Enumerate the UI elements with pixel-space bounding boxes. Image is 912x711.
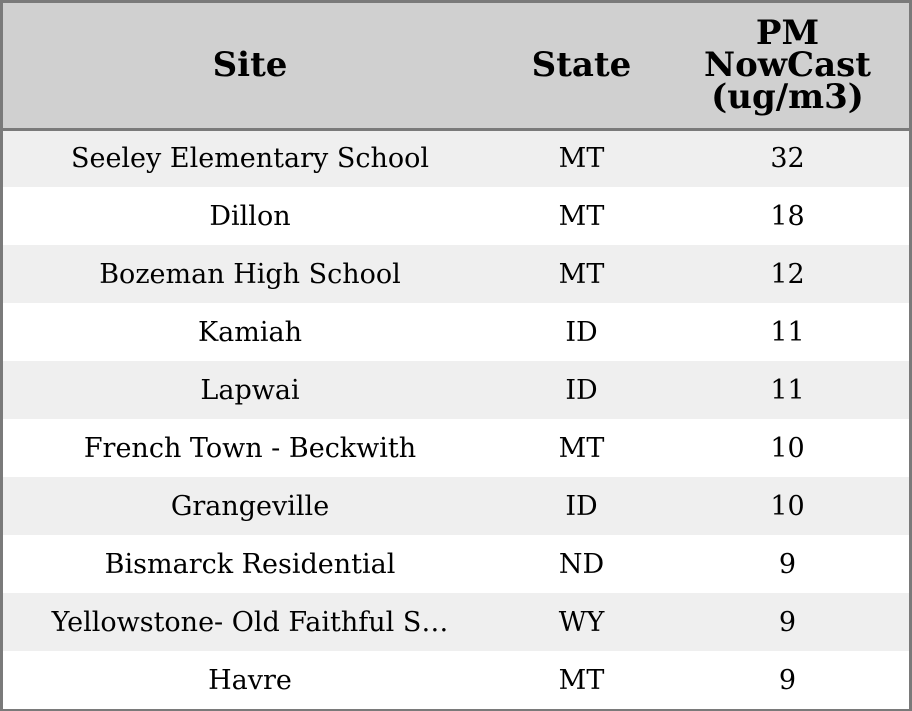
cell-pm-nowcast: 9 <box>778 664 797 696</box>
column-header-pm-nowcast <box>666 3 909 129</box>
cell-site: French Town - Beckwith <box>83 432 417 464</box>
cell-site: Seeley Elementary School <box>70 143 430 175</box>
table-row <box>3 303 909 361</box>
table-row <box>3 651 909 709</box>
cell-state: ID <box>565 374 598 406</box>
cell-state: WY <box>558 606 605 638</box>
cell-state: ID <box>565 316 598 348</box>
cell-pm-nowcast: 32 <box>770 143 805 175</box>
column-header-pm-line-1: PM <box>755 13 820 54</box>
cell-pm-nowcast: 9 <box>778 606 797 638</box>
column-header-state <box>497 3 666 129</box>
cell-site: Havre <box>208 664 292 696</box>
cell-state: MT <box>558 258 605 290</box>
cell-state: ND <box>558 548 605 580</box>
cell-state: MT <box>558 143 605 175</box>
cell-site: Lapwai <box>200 374 300 406</box>
cell-pm-nowcast: 10 <box>770 432 805 464</box>
cell-site: Dillon <box>209 200 291 232</box>
table-row <box>3 535 909 593</box>
cell-state: MT <box>558 664 605 696</box>
cell-pm-nowcast: 11 <box>770 316 805 348</box>
table-row <box>3 477 909 535</box>
table-row <box>3 129 909 187</box>
column-header-state-text: State <box>531 45 632 86</box>
air-quality-table <box>3 3 909 709</box>
column-header-pm-line-2: NowCast <box>704 45 871 86</box>
cell-state: MT <box>558 432 605 464</box>
cell-site: Kamiah <box>198 316 302 348</box>
cell-pm-nowcast: 18 <box>770 200 805 232</box>
cell-pm-nowcast: 12 <box>770 258 805 290</box>
cell-state: MT <box>558 200 605 232</box>
table-row <box>3 245 909 303</box>
table-row <box>3 419 909 477</box>
table-row <box>3 361 909 419</box>
cell-site: Bismarck Residential <box>104 548 396 580</box>
cell-site: Yellowstone- Old Faithful S… <box>51 606 449 638</box>
cell-state: ID <box>565 490 598 522</box>
table-row <box>3 187 909 245</box>
table-header-row <box>3 3 909 129</box>
cell-pm-nowcast: 11 <box>770 374 805 406</box>
column-header-site <box>3 3 497 129</box>
cell-pm-nowcast: 10 <box>770 490 805 522</box>
column-header-pm-line-3: (ug/m3) <box>711 77 864 118</box>
cell-site: Grangeville <box>170 490 330 522</box>
cell-site: Bozeman High School <box>99 258 401 290</box>
table-row <box>3 593 909 651</box>
column-header-site-text: Site <box>212 45 288 86</box>
cell-pm-nowcast: 9 <box>778 548 797 580</box>
